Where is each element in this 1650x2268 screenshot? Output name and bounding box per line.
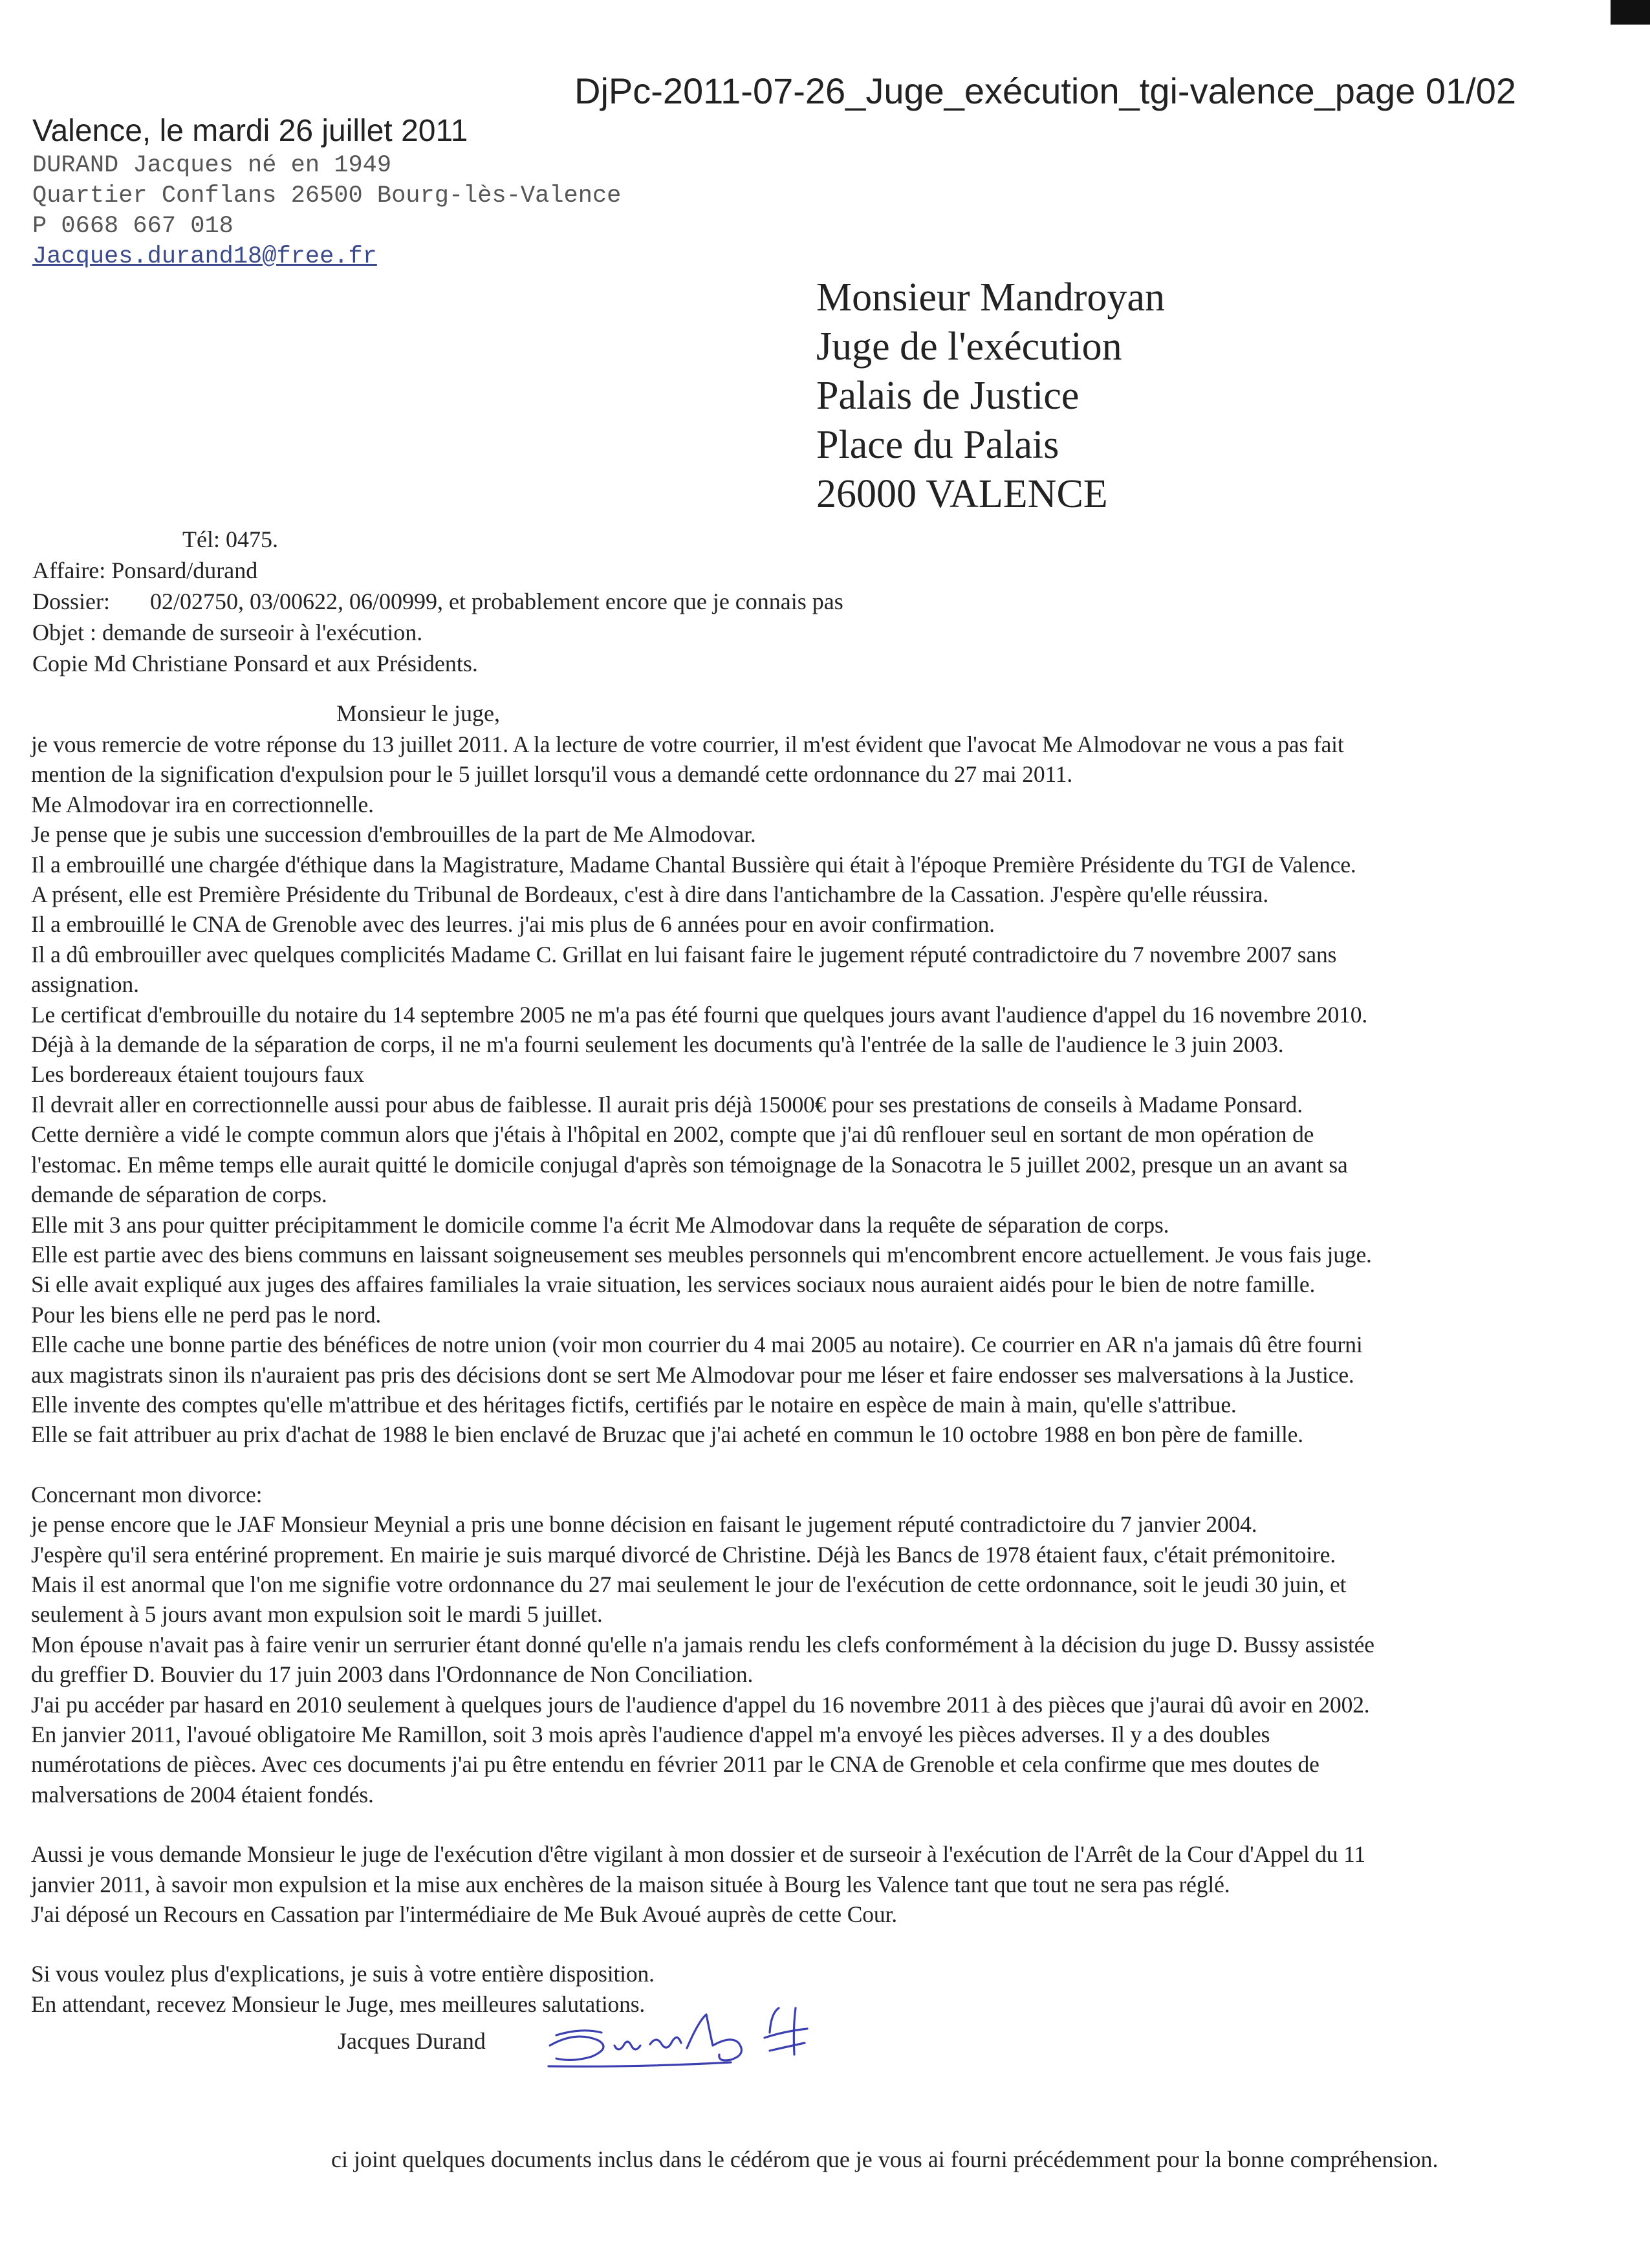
body-line: assignation. <box>31 971 139 998</box>
scan-corner-mark <box>1611 0 1650 25</box>
body-line: Si vous voulez plus d'explications, je suis à votre entière disposition. <box>31 1961 655 1987</box>
recipient-block <box>816 273 1165 519</box>
reference-tel: Tél: 0475. <box>182 526 278 552</box>
body-line: Cette dernière a vidé le compte commun alors que j'étais à l'hôpital en 2002, compte que j'ai dû renflouer seul en sortant de mon opération de <box>31 1121 1314 1148</box>
body-line: aux magistrats sinon ils n'auraient pas pris des décisions dont se sert Me Almodovar pour me léser et faire endosser ses malversations à la Justice. <box>31 1361 1354 1388</box>
body-line: Mais il est anormal que l'on me signifie votre ordonnance du 27 mai seulement le jour de l'exécution de cette ordonnance, soit le jeudi 30 juin, et <box>31 1571 1347 1597</box>
body-line: En attendant, recevez Monsieur le Juge, mes meilleures salutations. <box>31 1991 646 2017</box>
body-line: J'ai pu accéder par hasard en 2010 seulement à quelques jours de l'audience d'appel du 16 novembre 2011 à des pièces que j'aurai dû avoir en 2002. <box>31 1691 1370 1718</box>
recipient-line: 26000 VALENCE <box>816 472 1108 516</box>
body-line: J'ai déposé un Recours en Cassation par l'intermédiaire de Me Buk Avoué auprès de cette Cour. <box>31 1901 897 1928</box>
body-line: Elle invente des comptes qu'elle m'attribue et des héritages fictifs, certifiés par le notaire en espèce de main à main, qu'elle s'attribue. <box>31 1391 1237 1418</box>
sender-block <box>32 151 621 272</box>
recipient-line: Palais de Justice <box>816 374 1080 418</box>
body-line: malversations de 2004 étaient fondés. <box>31 1781 374 1808</box>
body-line: seulement à 5 jours avant mon expulsion soit le mardi 5 juillet. <box>31 1601 603 1628</box>
recipient-line: Juge de l'exécution <box>816 325 1122 369</box>
body-line: En janvier 2011, l'avoué obligatoire Me Ramillon, soit 3 mois après l'audience d'appel m'a envoyé les pièces adverses. Il y a des doubles <box>31 1722 1270 1747</box>
body-line: Je pense que je subis une succession d'embrouilles de la part de Me Almodovar. <box>31 821 756 848</box>
body-line: Aussi je vous demande Monsieur le juge de l'exécution d'être vigilant à mon dossier et de surseoir à l'exécution de l'Arrêt de la Cour d'Appel du 11 <box>31 1841 1365 1868</box>
reference-copie: Copie Md Christiane Ponsard et aux Présidents. <box>32 651 478 676</box>
recipient-line: Place du Palais <box>816 423 1059 467</box>
body-line: numérotations de pièces. Avec ces documents j'ai pu être entendu en février 2011 par le CNA de Grenoble et cela confirme que mes doutes de <box>31 1751 1319 1778</box>
body-line: je pense encore que le JAF Monsieur Meynial a pris une bonne décision en faisant le jugement réputé contradictoire du 7 janvier 2004. <box>31 1511 1257 1538</box>
body-line: Mon épouse n'avait pas à faire venir un serrurier étant donné qu'elle n'a jamais rendu les clefs conformément à la décision du juge D. Bussy assistée <box>31 1631 1374 1658</box>
body-line: A présent, elle est Première Présidente du Tribunal de Bordeaux, c'est à dire dans l'antichambre de la Cassation. J'espère qu'elle réussira. <box>31 881 1269 908</box>
body-line: Il a embrouillé une chargée d'éthique dans la Magistrature, Madame Chantal Bussière qui était à l'époque Première Présidente du TGI de Valence. <box>31 851 1356 878</box>
body-line: du greffier D. Bouvier du 17 juin 2003 dans l'Ordonnance de Non Conciliation. <box>31 1661 754 1688</box>
reference-block <box>32 524 843 679</box>
reference-dossier <box>32 586 843 617</box>
letter-body <box>31 729 1538 2019</box>
body-line: Le certificat d'embrouille du notaire du 14 septembre 2005 ne m'a pas été fourni que quelques jours avant l'audience d'appel du 16 novembre 2010. <box>31 1001 1368 1028</box>
paragraph-gap <box>31 1929 1538 1959</box>
paragraph-gap <box>31 1809 1538 1839</box>
body-line: l'estomac. En même temps elle aurait quitté le domicile conjugal d'après son témoignage de la Sonacotra le 5 juillet 2002, presque un an avant sa <box>31 1151 1348 1178</box>
reference-objet: Objet : demande de surseoir à l'exécution. <box>32 620 423 645</box>
enclosure-note: ci joint quelques documents inclus dans le cédérom que je vous ai fourni précédemment pour la bonne compréhension. <box>331 2146 1438 2172</box>
sender-email-link[interactable]: Jacques.durand18@free.fr <box>32 243 377 270</box>
body-line: Il devrait aller en correctionnelle aussi pour abus de faiblesse. Il aurait pris déjà 15000€ pour ses prestations de conseils à Madame Ponsard. <box>31 1091 1303 1118</box>
body-line: mention de la signification d'expulsion pour le 5 juillet lorsqu'il vous a demandé cette ordonnance du 27 mai 2011. <box>31 761 1073 788</box>
body-line: Elle mit 3 ans pour quitter précipitamment le domicile comme l'a écrit Me Almodovar dans la requête de séparation de corps. <box>31 1211 1169 1238</box>
salutation: Monsieur le juge, <box>336 700 500 726</box>
sender-address: Quartier Conflans 26500 Bourg-lès-Valence <box>32 182 622 210</box>
handwritten-signature <box>537 1995 860 2079</box>
body-line: je vous remercie de votre réponse du 13 juillet 2011. A la lecture de votre courrier, il m'est évident que l'avocat Me Almodovar ne vous a pas fait <box>31 731 1344 757</box>
body-line: Il a embrouillé le CNA de Grenoble avec des leurres. j'ai mis plus de 6 années pour en avoir confirmation. <box>31 911 995 938</box>
paragraph-gap <box>31 1450 1538 1480</box>
body-line: Me Almodovar ira en correctionnelle. <box>31 791 374 817</box>
signature-name: Jacques Durand <box>338 2028 486 2054</box>
body-line: Concernant mon divorce: <box>31 1481 263 1507</box>
body-line: janvier 2011, à savoir mon expulsion et la mise aux enchères de la maison située à Bourg les Valence tant que tout ne sera pas réglé. <box>31 1871 1230 1897</box>
page-reference: DjPc-2011-07-26_Juge_exécution_tgi-valence_page 01/02 <box>574 70 1516 111</box>
body-line: Elle est partie avec des biens communs en laissant soigneusement ses meubles personnels qui m'encombrent encore actuellement. Je vous fais juge. <box>31 1241 1372 1268</box>
body-line: demande de séparation de corps. <box>31 1182 327 1208</box>
body-line: Si elle avait expliqué aux juges des affaires familiales la vraie situation, les services sociaux nous auraient aidés pour le bien de notre famille. <box>31 1271 1316 1298</box>
recipient-line: Monsieur Mandroyan <box>816 275 1165 319</box>
body-line: Les bordereaux étaient toujours faux <box>31 1061 365 1088</box>
body-line: Il a dû embrouiller avec quelques complicités Madame C. Grillat en lui faisant faire le jugement réputé contradictoire du 7 novembre 2007 sans <box>31 941 1337 967</box>
dossier-numbers: 02/02750, 03/00622, 06/00999, et probablement encore que je connais pas <box>150 589 843 614</box>
body-line: Pour les biens elle ne perd pas le nord. <box>31 1301 382 1328</box>
body-line: Elle cache une bonne partie des bénéfices de notre union (voir mon courrier du 4 mai 2005 au notaire). Ce courrier en AR n'a jamais dû être fourni <box>31 1332 1363 1358</box>
dossier-label: Dossier: <box>32 589 110 614</box>
sender-phone: P 0668 667 018 <box>32 213 233 240</box>
body-line: J'espère qu'il sera entériné proprement. En mairie je suis marqué divorcé de Christine. Déjà les Bancs de 1978 étaient faux, c'était prémonitoire. <box>31 1541 1336 1568</box>
reference-affaire: Affaire: Ponsard/durand <box>32 557 258 583</box>
body-line: Elle se fait attribuer au prix d'achat de 1988 le bien enclavé de Bruzac que j'ai acheté en commun le 10 octobre 1988 en bon père de famille. <box>31 1421 1303 1448</box>
body-line: Déjà à la demande de la séparation de corps, il ne m'a fourni seulement les documents qu'à l'entrée de la salle de l'audience le 3 juin 2003. <box>31 1031 1284 1058</box>
sender-name: DURAND Jacques né en 1949 <box>32 152 392 179</box>
place-date: Valence, le mardi 26 juillet 2011 <box>32 114 468 148</box>
